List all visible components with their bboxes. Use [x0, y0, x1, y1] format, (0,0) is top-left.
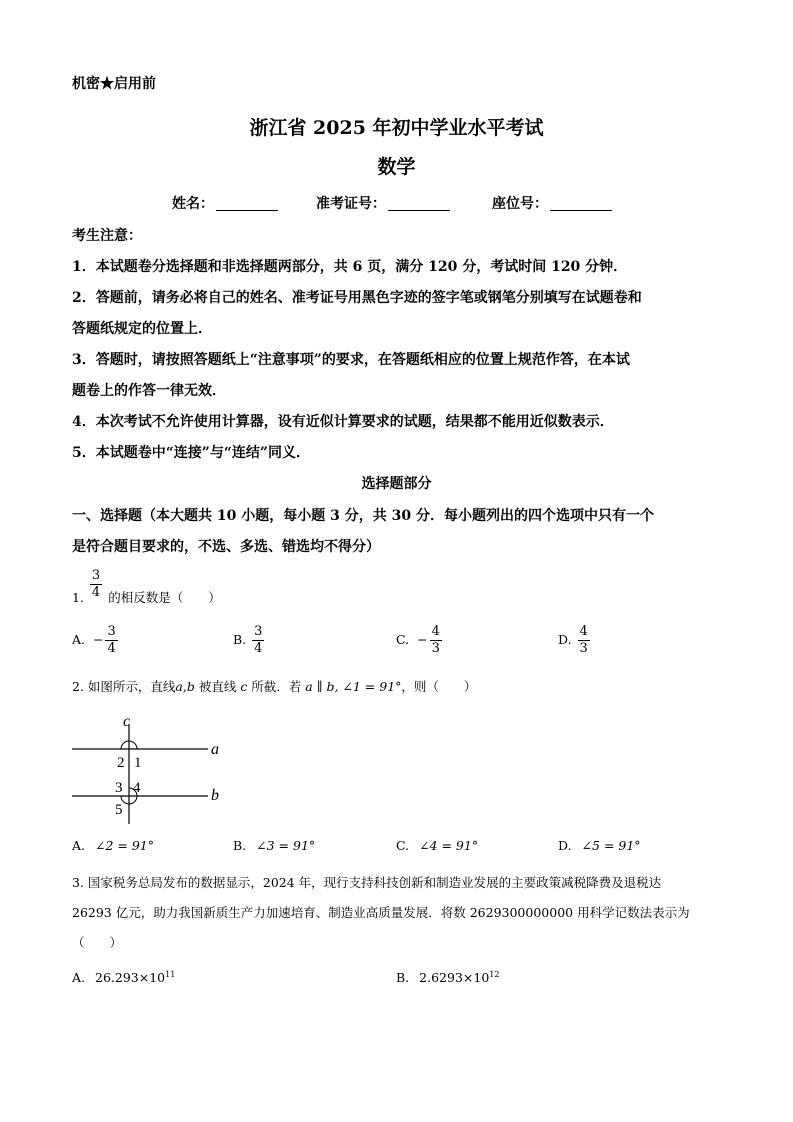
- fraction-numerator: 4: [431, 624, 440, 639]
- option-sign: −: [417, 632, 428, 647]
- section-heading-line: 一、选择题（本大题共 10 小题，每小题 3 分，共 30 分．每小题列出的四个选项中只有一个: [72, 508, 654, 524]
- section-part-title: 选择题部分: [361, 476, 432, 492]
- notice-line: 3．答题时，请按照答题纸上“注意事项”的要求，在答题纸相应的位置上规范作答，在本试: [72, 352, 630, 368]
- option-label: A.: [72, 838, 86, 853]
- question-2-stem: [72, 677, 476, 695]
- option-label: D.: [558, 632, 572, 647]
- q3-option-a[interactable]: [72, 970, 175, 985]
- option-label: B.: [233, 838, 247, 853]
- option-label: C.: [396, 838, 410, 853]
- fraction-denominator: 3: [431, 641, 440, 656]
- name-label: 姓名：: [172, 196, 214, 212]
- comma: ,: [182, 679, 187, 694]
- q2-option-b[interactable]: [233, 838, 315, 853]
- option-label: A.: [72, 970, 86, 986]
- parallel-lines-figure: [70, 710, 240, 830]
- option-text: ∠2 = 91°: [95, 838, 155, 853]
- option-exponent: 12: [489, 970, 500, 979]
- angle-label-5: 5: [115, 802, 123, 818]
- exam-title: 浙江省 2025 年初中学业水平考试: [249, 117, 544, 139]
- notice-line: 4．本次考试不允许使用计算器，设有近似计算要求的试题，结果都不能用近似数表示．: [72, 414, 614, 430]
- exam-id-blank: [388, 196, 450, 211]
- var-a: a: [175, 679, 183, 694]
- stem-text: 2. 如图所示，直线: [72, 679, 176, 694]
- name-field: [172, 193, 278, 213]
- section-heading-line: 是符合题目要求的，不选、多选、错选均不得分）: [72, 539, 380, 555]
- fraction-denominator: 4: [91, 585, 101, 600]
- q1-option-b[interactable]: [233, 624, 266, 657]
- question-3-line: 26293 亿元，助力我国新质生产力加速培育、制造业高质量发展．将数 2629300000000 用科学记数法表示为: [72, 905, 690, 920]
- seat-blank: [550, 196, 612, 211]
- fraction-denominator: 3: [579, 641, 588, 656]
- question-3-line: 3. 国家税务总局发布的数据显示，2024 年，现行支持科技创新和制造业发展的主要政策减税降费及退税达: [72, 875, 662, 890]
- fraction: [90, 568, 102, 601]
- angle-label-4: 4: [133, 780, 141, 796]
- seat-label: 座位号：: [492, 196, 548, 212]
- q2-option-d[interactable]: [558, 838, 641, 853]
- notice-heading: 考生注意：: [72, 228, 142, 244]
- option-text: ∠5 = 91°: [581, 838, 641, 853]
- notice-line: 答题纸规定的位置上．: [72, 321, 212, 337]
- fraction-numerator: 4: [579, 624, 588, 639]
- option-fraction: [578, 624, 590, 657]
- label-a: a: [211, 741, 219, 758]
- notice-line: 5．本试题卷中“连接”与“连结”同义．: [72, 445, 310, 461]
- q2-option-a[interactable]: [72, 838, 154, 853]
- question-3-line: （ ）: [72, 935, 123, 950]
- q1-option-d[interactable]: [558, 624, 592, 657]
- label-c: c: [123, 713, 131, 730]
- option-exponent: 11: [165, 970, 176, 979]
- exam-id-field: [316, 193, 450, 213]
- fraction-denominator: 4: [254, 641, 263, 656]
- option-label: C.: [396, 632, 410, 647]
- confidential-label: 机密★启用前: [72, 76, 156, 92]
- q1-option-a[interactable]: [72, 624, 120, 657]
- option-base: 2.6293×10: [419, 970, 490, 986]
- option-text: ∠3 = 91°: [256, 838, 316, 853]
- option-fraction: [105, 624, 117, 657]
- q2-option-c[interactable]: [396, 838, 478, 853]
- q1-option-c[interactable]: [396, 624, 444, 657]
- fraction-numerator: 3: [254, 624, 263, 639]
- fraction-numerator: 3: [91, 568, 101, 583]
- q3-option-b[interactable]: [396, 970, 499, 985]
- option-fraction: [252, 624, 264, 657]
- stem-text: ，则（ ）: [401, 679, 477, 694]
- option-label: B.: [396, 970, 410, 986]
- notice-line: 2．答题前，请务必将自己的姓名、准考证号用黑色字迹的签字笔或钢笔分别填写在试题卷和: [72, 290, 642, 306]
- question-number: 1.: [72, 590, 84, 605]
- subject-title: 数学: [377, 156, 416, 178]
- notice-line: 题卷上的作答一律无效．: [72, 383, 226, 399]
- var-c: c: [240, 679, 248, 694]
- stem-text: 所截．若: [247, 679, 306, 694]
- stem-text: 被直线: [194, 679, 241, 694]
- seat-field: [492, 193, 612, 213]
- fraction-denominator: 4: [107, 641, 116, 656]
- option-text: ∠4 = 91°: [419, 838, 479, 853]
- question-stem: 的相反数是（ ）: [108, 590, 221, 605]
- notice-line: 1．本试题卷分选择题和非选择题两部分，共 6 页，满分 120 分，考试时间 120 分钟．: [72, 259, 628, 275]
- option-label: D.: [558, 838, 572, 853]
- angle-label-1: 1: [134, 755, 142, 771]
- label-b: b: [211, 787, 219, 804]
- option-label: B.: [233, 632, 247, 647]
- question-1: [72, 568, 221, 606]
- option-label: A.: [72, 632, 86, 647]
- option-fraction: [430, 624, 442, 657]
- option-base: 26.293×10: [95, 970, 166, 986]
- angle-label-2: 2: [117, 755, 125, 771]
- option-sign: −: [93, 632, 104, 647]
- fraction-numerator: 3: [107, 624, 116, 639]
- var-b: b: [186, 679, 195, 694]
- angle-label-3: 3: [115, 780, 123, 796]
- name-blank: [216, 196, 278, 211]
- condition: a ∥ b, ∠1 = 91°: [305, 679, 402, 694]
- exam-id-label: 准考证号：: [316, 196, 386, 212]
